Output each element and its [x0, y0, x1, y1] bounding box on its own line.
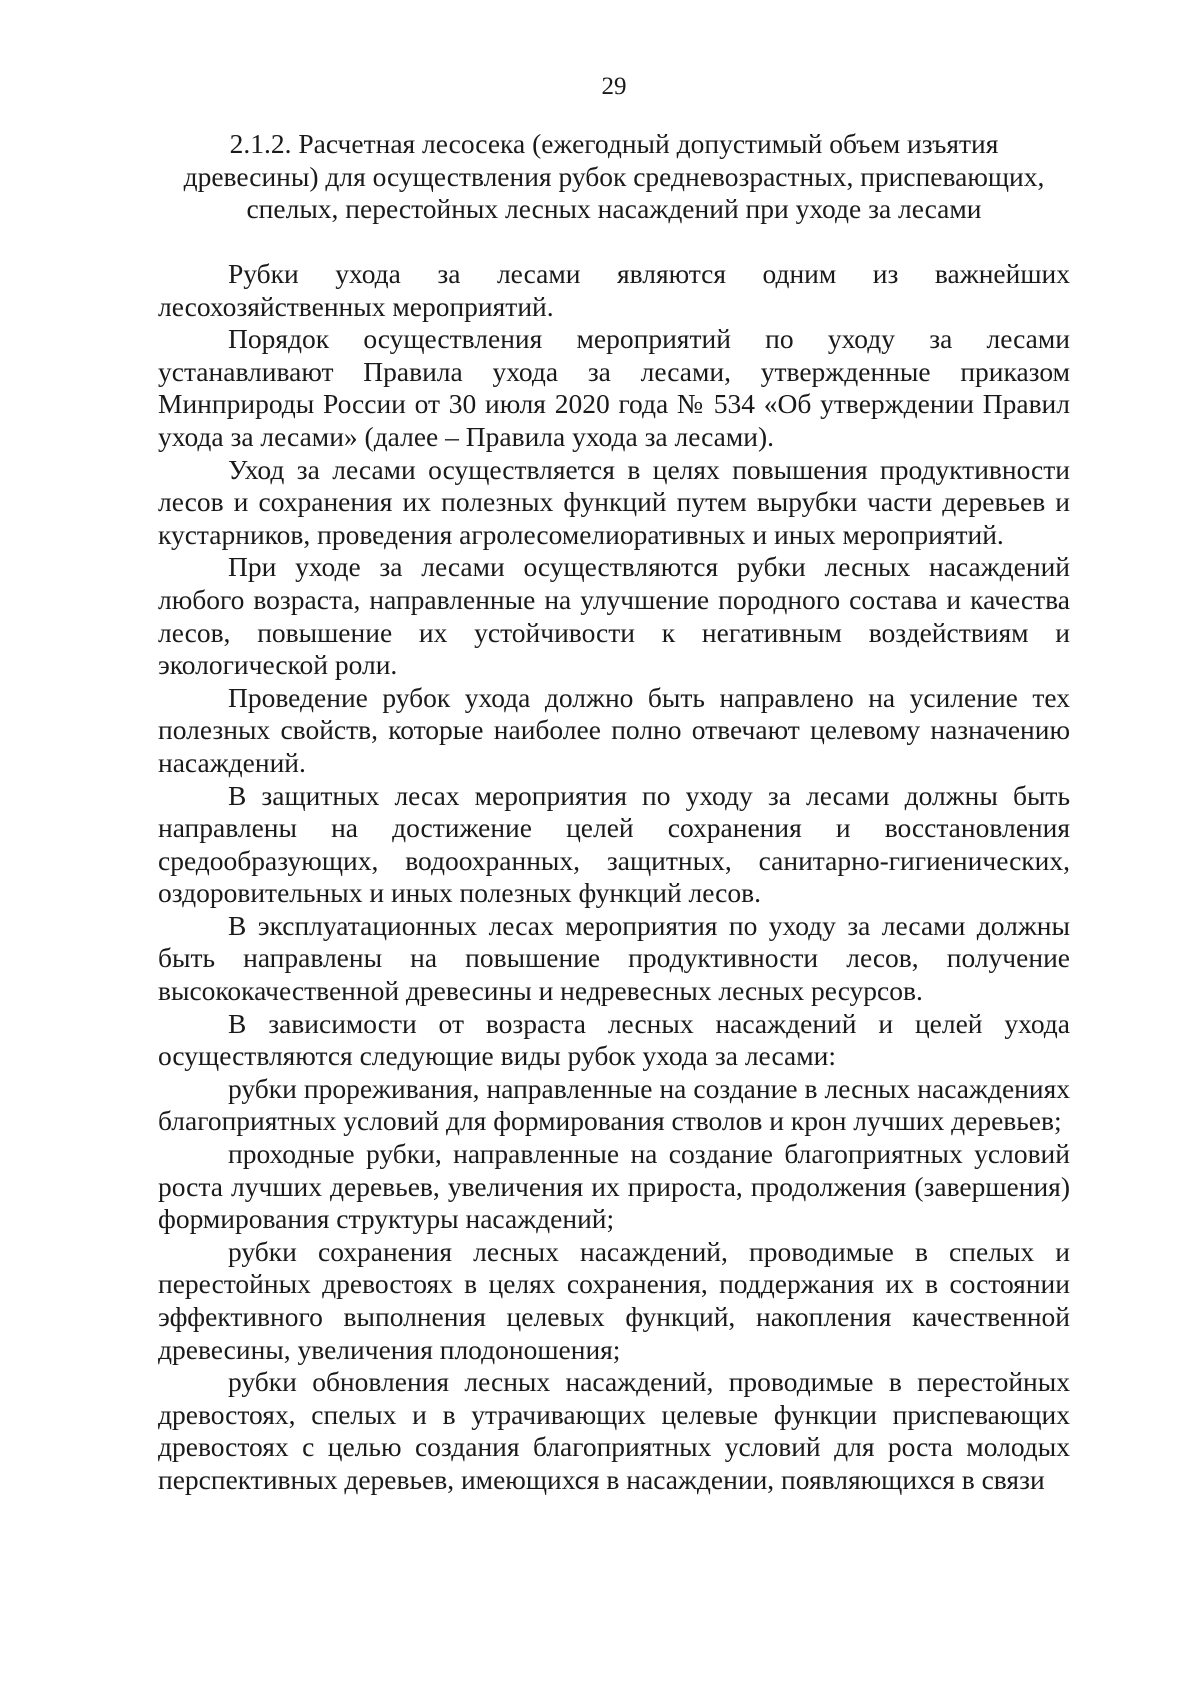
page-number: 29	[601, 73, 627, 100]
paragraph: рубки прореживания, направленные на создание в лесных насаждениях благоприятных условий для формирования стволов и крон лучших деревьев;	[158, 1072, 1070, 1137]
paragraph: рубки обновления лесных насаждений, проводимые в перестойных древостоях, спелых и в утрачивающих целевые функции приспевающих древостоях с целью создания благоприятных условий для роста молодых перспективных деревьев, имеющихся в насаждении, появляющихся в связи	[158, 1366, 1070, 1495]
heading-line: спелых, перестойных лесных насаждений при уходе за лесами	[246, 193, 982, 224]
heading-line: 2.1.2. Расчетная лесосека (ежегодный допустимый объем изъятия	[229, 128, 999, 159]
paragraph: рубки сохранения лесных насаждений, проводимые в спелых и перестойных древостоях в целях сохранения, поддержания их в состоянии эффективного выполнения целевых функций, накопления качественной древесины, увеличения плодоношения;	[158, 1235, 1070, 1365]
paragraph: В зависимости от возраста лесных насаждений и целей ухода осуществляются следующие виды рубок ухода за лесами:	[158, 1007, 1070, 1072]
paragraph: проходные рубки, направленные на создание благоприятных условий роста лучших деревьев, увеличения их прироста, продолжения (завершения) формирования структуры насаждений;	[158, 1138, 1070, 1235]
paragraph: При уходе за лесами осуществляются рубки лесных насаждений любого возраста, направленные на улучшение породного состава и качества лесов, повышение их устойчивости к негативным воздействиям и экологической роли.	[158, 551, 1070, 681]
paragraph: Порядок осуществления мероприятий по уходу за лесами устанавливают Правила ухода за лесами, утвержденные приказом Минприроды России от 30 июля 2020 года № 534 «Об утверждении Правил ухода за лесами» (далее – Правила ухода за лесами).	[158, 323, 1070, 452]
body-text	[158, 258, 1070, 1497]
paragraph: В защитных лесах мероприятия по уходу за лесами должны быть направлены на достижение целей сохранения и восстановления средообразующих, водоохранных, защитных, санитарно-гигиенических, оздоровительных и иных полезных функций лесов.	[158, 779, 1070, 909]
paragraph: В эксплуатационных лесах мероприятия по уходу за лесами должны быть направлены на повышение продуктивности лесов, получение высококачественной древесины и недревесных лесных ресурсов.	[158, 909, 1070, 1007]
section-heading	[158, 128, 1070, 226]
heading-line: древесины) для осуществления рубок средневозрастных, приспевающих,	[183, 160, 1045, 192]
paragraph: Уход за лесами осуществляется в целях повышения продуктивности лесов и сохранения их полезных функций путем вырубки части деревьев и кустарников, проведения агролесомелиоративных и иных мероприятий.	[158, 453, 1070, 550]
paragraph: Проведение рубок ухода должно быть направлено на усиление тех полезных свойств, которые наиболее полно отвечают целевому назначению насаждений.	[158, 681, 1070, 778]
paragraph: Рубки ухода за лесами являются одним из важнейших лесохозяйственных мероприятий.	[158, 258, 1070, 322]
